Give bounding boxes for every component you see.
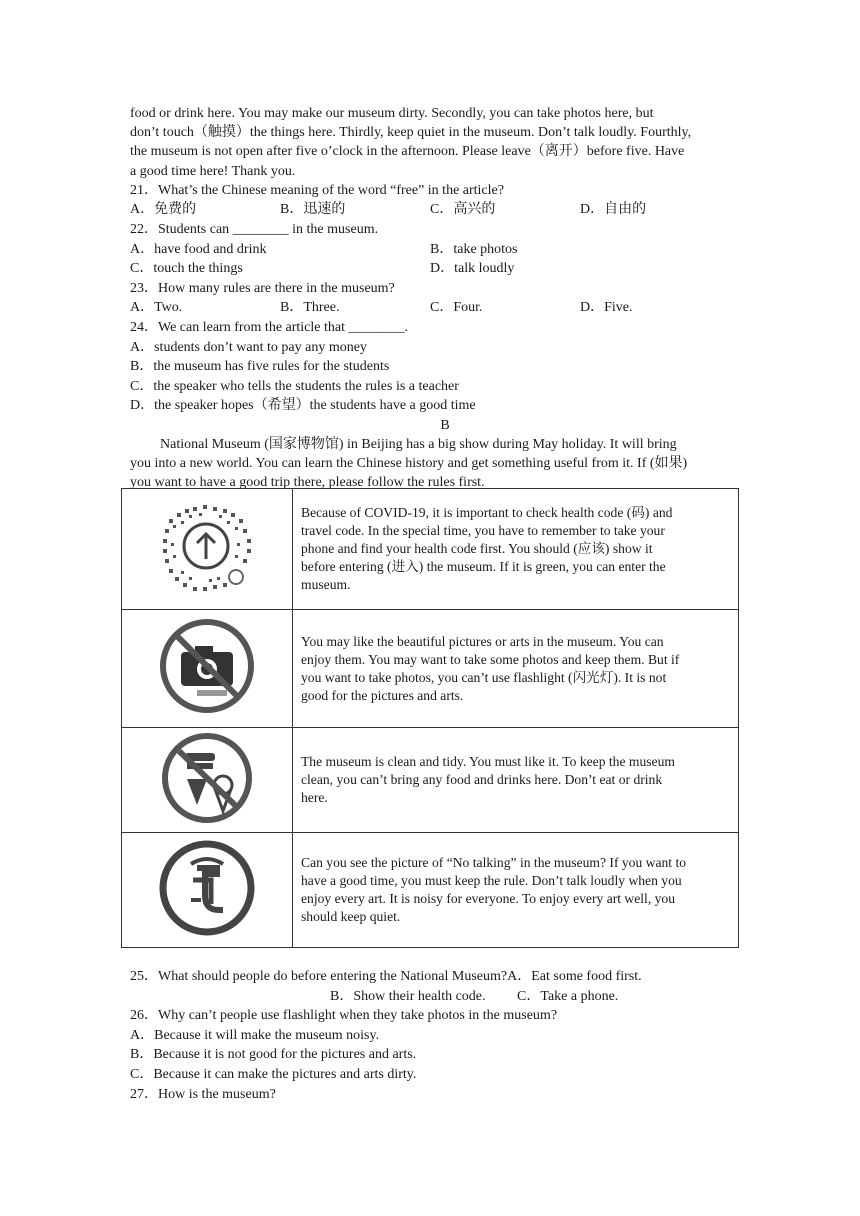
question-22-options-row1 — [130, 240, 740, 260]
no-camera-icon — [157, 616, 257, 716]
rule-text — [293, 610, 739, 728]
passage-b-intro — [130, 435, 740, 493]
option-c: C．Four. — [430, 300, 483, 316]
option-b: B．Because it is not good for the pictures and arts. — [130, 1047, 417, 1063]
option-b: B．Show their health code. — [330, 988, 486, 1004]
question-27-stem: 27．How is the museum? — [130, 1086, 276, 1102]
rule-line: The museum is clean and tidy. You must like it. To keep the museum — [301, 754, 675, 769]
option-d: D．the speaker hopes（希望）the students have a good time — [130, 398, 476, 414]
rule-line: should keep quiet. — [301, 909, 401, 924]
option-b: B．迅速的 — [280, 202, 346, 218]
intro-line: you want to have a good trip there, please follow the rules first. — [130, 475, 485, 491]
rule-icon-cell — [122, 489, 293, 610]
question-25-stem: 25．What should people do before entering the National Museum?A．Eat some food first. — [130, 969, 642, 984]
qr-code-icon — [159, 499, 255, 595]
no-food-icon — [157, 731, 257, 825]
intro-line: you into a new world. You can learn the Chinese history and get something useful from it. If (如果) — [130, 456, 688, 472]
option-b: B．the museum has five rules for the students — [130, 359, 390, 375]
option-c: C．Take a phone. — [517, 988, 619, 1004]
rule-line: Can you see the picture of “No talking” in the museum? If you want to — [301, 855, 687, 870]
option-d: D．talk loudly — [430, 261, 515, 277]
rule-line: You may like the beautiful pictures or arts in the museum. You can — [301, 633, 664, 649]
question-22-stem: 22．Students can ________ in the museum. — [130, 222, 379, 237]
rule-line: travel code. In the special time, you have to remember to take your — [301, 523, 665, 538]
rule-line: before entering (进入) the museum. If it is green, you can enter the — [301, 559, 666, 574]
rule-row-no-talking — [122, 833, 739, 948]
passage-line: the museum is not open after five o’clock in the afternoon. Please leave（离开）before five. Have — [130, 144, 685, 160]
option-c: C．Because it can make the pictures and arts dirty. — [130, 1066, 417, 1082]
question-23-options — [130, 298, 740, 318]
option-b: B．Three. — [280, 300, 340, 316]
section-b-label: B — [440, 417, 450, 433]
rule-row-health-code — [122, 489, 739, 610]
rule-text — [293, 833, 739, 948]
rule-line: enjoy them. You may want to take some photos and keep them. But if — [301, 651, 680, 667]
rule-icon-cell — [122, 728, 293, 833]
rule-line: you want to take photos, you can’t use flashlight (闪光灯). It is not — [301, 669, 667, 685]
option-d: D．自由的 — [580, 202, 647, 218]
rule-line: enjoy every art. It is noisy for everyone. To enjoy every art well, you — [301, 891, 676, 906]
rule-icon-cell — [122, 610, 293, 728]
rule-row-no-flash — [122, 610, 739, 728]
question-22-options-row2 — [130, 259, 740, 279]
museum-rules-table — [121, 488, 739, 948]
question-23-stem: 23．How many rules are there in the museum? — [130, 280, 395, 296]
question-26-stem: 26．Why can’t people use flashlight when they take photos in the museum? — [130, 1008, 558, 1024]
option-a: A．Two. — [130, 300, 183, 316]
worksheet-top — [130, 104, 740, 493]
option-c: C．the speaker who tells the students the rules is a teacher — [130, 378, 459, 394]
rule-line: museum. — [301, 577, 351, 592]
option-a: A．免费的 — [130, 202, 197, 218]
option-d: D．Five. — [580, 300, 633, 316]
intro-line: National Museum (国家博物馆) in Beijing has a big show during May holiday. It will bring — [160, 436, 677, 452]
rule-line: have a good time, you must keep the rule. Don’t talk loudly when you — [301, 873, 682, 888]
option-c: C．touch the things — [130, 261, 243, 277]
question-21-stem: 21．What’s the Chinese meaning of the word “free” in the article? — [130, 182, 504, 198]
option-c: C．高兴的 — [430, 202, 496, 218]
question-21-options — [130, 200, 740, 220]
question-24-stem: 24．We can learn from the article that ________. — [130, 319, 408, 335]
rule-text — [293, 489, 739, 610]
option-b: B．take photos — [430, 241, 518, 257]
rule-line: here. — [301, 790, 328, 805]
passage-a-ending — [130, 104, 740, 181]
question-25-options — [130, 987, 740, 1007]
passage-line: food or drink here. You may make our museum dirty. Secondly, you can take photos here, but — [130, 106, 654, 121]
passage-line: a good time here! Thank you. — [130, 163, 296, 179]
rule-line: phone and find your health code first. You should (应该) show it — [301, 541, 653, 556]
rule-line: good for the pictures and arts. — [301, 687, 464, 703]
no-talking-icon — [157, 838, 257, 938]
option-a: A．Because it will make the museum noisy. — [130, 1027, 380, 1043]
rule-icon-cell — [122, 833, 293, 948]
rule-line: clean, you can’t bring any food and drinks here. Don’t eat or drink — [301, 772, 663, 787]
rule-line: Because of COVID-19, it is important to check health code (码) and — [301, 505, 673, 520]
rule-text — [293, 728, 739, 833]
worksheet-bottom — [130, 967, 740, 1104]
option-a: A．have food and drink — [130, 241, 267, 257]
option-a: A．students don’t want to pay any money — [130, 339, 367, 355]
passage-line: don’t touch（触摸）the things here. Thirdly, keep quiet in the museum. Don’t talk loudly. Fourthly, — [130, 125, 692, 141]
rule-row-no-food — [122, 728, 739, 833]
